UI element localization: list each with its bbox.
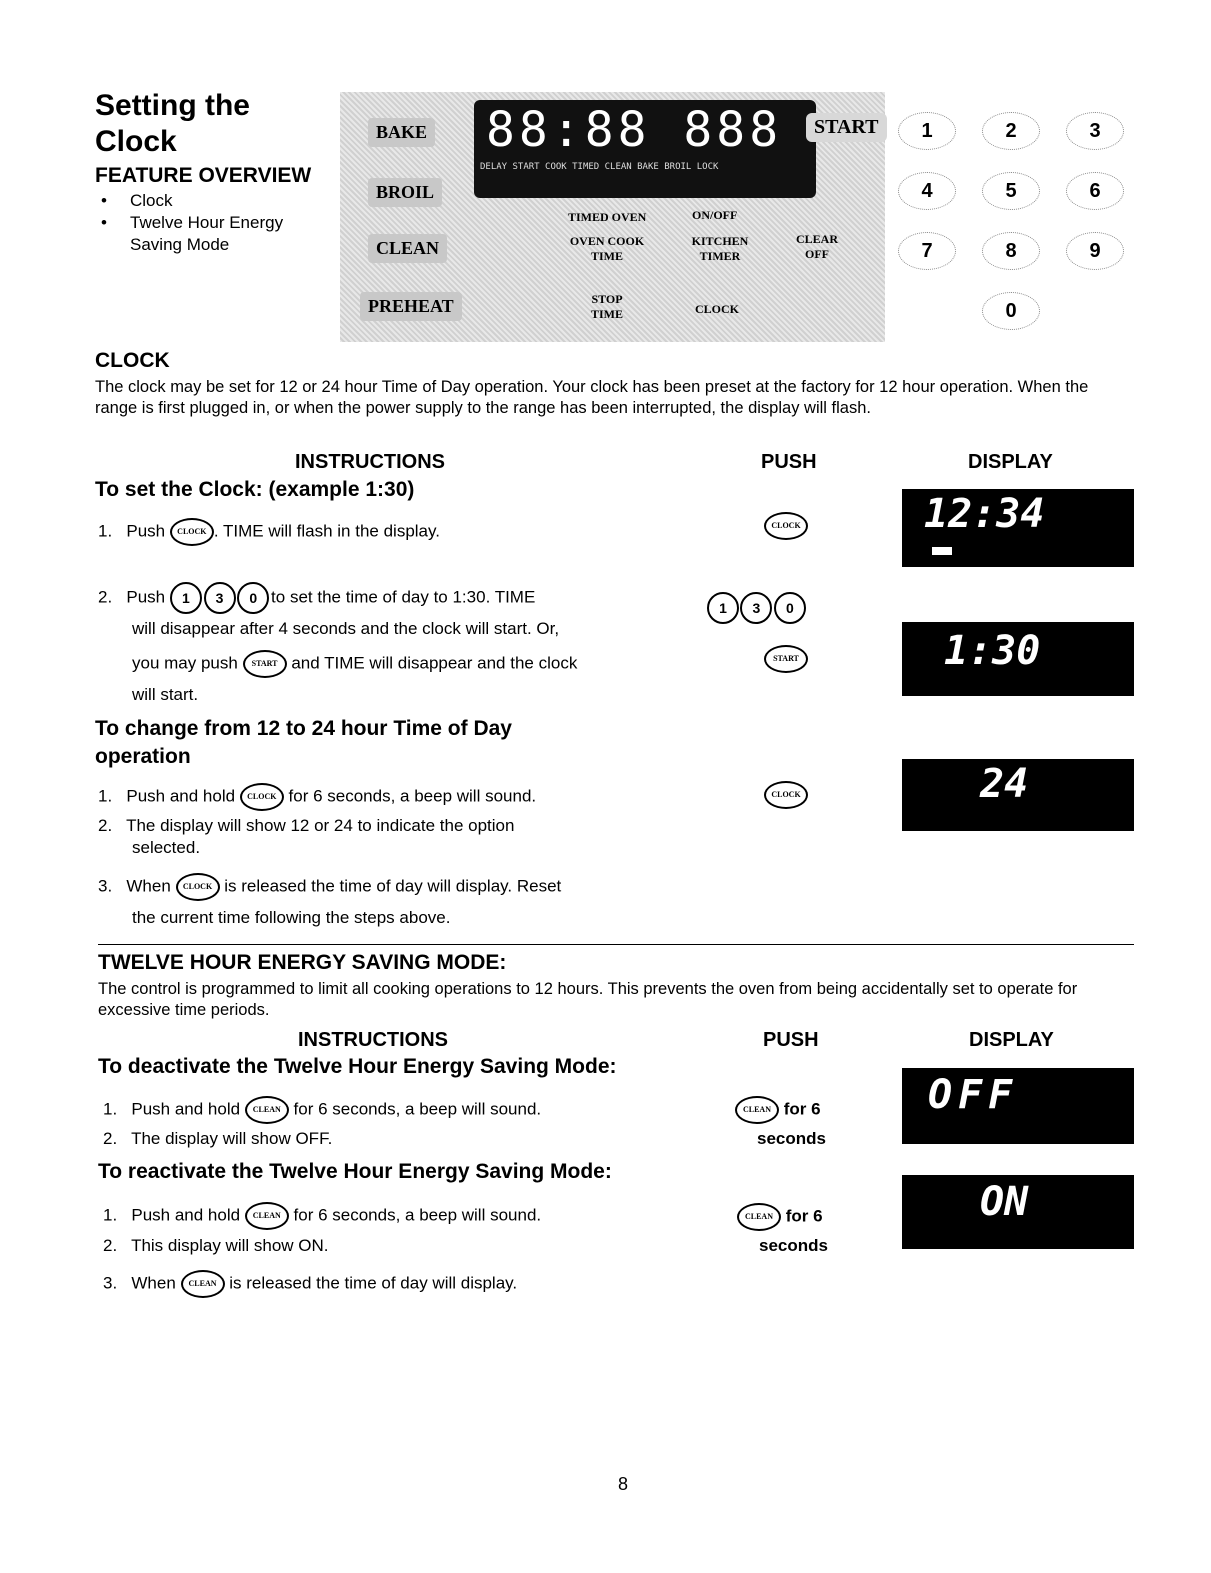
reactivate-step-2: 2. This display will show ON.: [103, 1236, 329, 1255]
lcd-labels: DELAY START COOK TIMED CLEAN BAKE BROIL LOCK: [480, 162, 719, 172]
col-display: DISPLAY: [968, 451, 1053, 473]
set-step-1: 1. Push CLOCK . TIME will flash in the display.: [98, 518, 440, 546]
start-button: START: [806, 113, 887, 142]
clean-pad-icon: CLEAN: [245, 1202, 289, 1230]
feature-item: • Clock: [101, 191, 173, 210]
divider: [98, 944, 1134, 945]
clock-heading: CLOCK: [95, 349, 170, 372]
clock-pad-icon: CLOCK: [240, 783, 284, 811]
clock-paragraph: The clock may be set for 12 or 24 hour Time of Day operation. Your clock has been preset at the factory for 12 hour operation. When the range is first plugged in, or when the power supply to the range has been interrupted, the display will flash.: [95, 378, 1089, 417]
on-off-label: ON/OFF: [692, 208, 738, 222]
key-0: 0: [982, 292, 1040, 330]
clock-pad-icon: CLOCK: [170, 518, 214, 546]
key-2: 2: [982, 112, 1040, 150]
push-clean-deactivate: CLEAN for 6 seconds: [735, 1096, 826, 1150]
change-step-3: 3. When CLOCK is released the time of day will display. Reset the current time following the steps above.: [98, 873, 561, 929]
key-8: 8: [982, 232, 1040, 270]
push-start-icon: START: [764, 645, 808, 673]
lcd-digits: 88:88 888: [486, 102, 783, 158]
display-1234: 12:34: [902, 489, 1134, 567]
start-pad-icon: START: [243, 650, 287, 678]
col-display-2: DISPLAY: [969, 1029, 1054, 1051]
feature-list: [95, 190, 283, 256]
kitchen-timer-button: KITCHEN TIMER: [691, 234, 749, 263]
push-clean-reactivate: CLEAN for 6 seconds: [737, 1203, 828, 1257]
key-6: 6: [1066, 172, 1124, 210]
clock-button: CLOCK: [695, 302, 740, 316]
twelve-hour-heading: TWELVE HOUR ENERGY SAVING MODE:: [98, 951, 507, 974]
timed-oven-label: TIMED OVEN: [568, 210, 647, 224]
clock-pad-icon: CLOCK: [176, 873, 220, 901]
stop-time-button: STOP TIME: [590, 292, 623, 321]
digit-1-icon: 1: [170, 582, 202, 614]
deactivate-heading: To deactivate the Twelve Hour Energy Saving Mode:: [98, 1055, 617, 1078]
push-clock-icon: CLOCK: [764, 512, 808, 540]
change-heading: To change from 12 to 24 hour Time of Day operation: [95, 717, 512, 768]
digit-3-icon: 3: [204, 582, 236, 614]
page-number: 8: [618, 1474, 629, 1494]
display-off: OFF: [902, 1068, 1134, 1144]
key-4: 4: [898, 172, 956, 210]
lcd-display: [474, 100, 816, 198]
key-1: 1: [898, 112, 956, 150]
digit-0-icon: 0: [237, 582, 269, 614]
reactivate-step-3: 3. When CLEAN is released the time of day will display.: [103, 1270, 517, 1298]
reactivate-step-1: 1. Push and hold CLEAN for 6 seconds, a beep will sound.: [103, 1202, 541, 1230]
col-instructions-2: INSTRUCTIONS: [298, 1029, 448, 1051]
deactivate-step-1: 1. Push and hold CLEAN for 6 seconds, a beep will sound.: [103, 1096, 541, 1124]
key-5: 5: [982, 172, 1040, 210]
clean-pad-icon: CLEAN: [245, 1096, 289, 1124]
broil-button: BROIL: [368, 178, 442, 207]
twelve-hour-paragraph: The control is programmed to limit all cooking operations to 12 hours. This prevents the oven from being accidentally set to operate for excessive time periods.: [98, 980, 1078, 1019]
display-130: 1:30: [902, 622, 1134, 696]
set-step-2: 2. Push 1 3 0 to set the time of day to 1:30. TIME will disappear after 4 seconds and the clock will start. Or, you may push START and TIME will disappear and the clock will start.: [98, 582, 678, 706]
feature-heading: FEATURE OVERVIEW: [95, 164, 312, 187]
display-24: 24: [902, 759, 1134, 831]
feature-item: • Twelve Hour Energy: [101, 213, 284, 232]
key-3: 3: [1066, 112, 1124, 150]
reactivate-heading: To reactivate the Twelve Hour Energy Saving Mode:: [98, 1160, 612, 1183]
push-clock-hold-icon: CLOCK: [764, 781, 808, 809]
oven-cook-time-button: OVEN COOK TIME: [569, 234, 645, 263]
bake-button: BAKE: [368, 118, 435, 147]
feature-item-cont: Saving Mode: [130, 235, 230, 254]
col-push: PUSH: [761, 451, 817, 473]
change-step-2: 2. The display will show 12 or 24 to indicate the option selected.: [98, 816, 515, 857]
key-9: 9: [1066, 232, 1124, 270]
col-instructions: INSTRUCTIONS: [295, 451, 445, 473]
col-push-2: PUSH: [763, 1029, 819, 1051]
clean-pad-icon: CLEAN: [181, 1270, 225, 1298]
clean-button: CLEAN: [368, 234, 447, 263]
page-title: [95, 88, 250, 160]
clear-off-button: CLEAR OFF: [795, 232, 838, 261]
key-7: 7: [898, 232, 956, 270]
change-step-1: 1. Push and hold CLOCK for 6 seconds, a beep will sound.: [98, 783, 536, 811]
title-line-2: Clock: [95, 125, 177, 158]
title-line-1: Setting the: [95, 89, 250, 122]
display-on: ON: [902, 1175, 1134, 1249]
set-clock-heading: To set the Clock: (example 1:30): [95, 478, 415, 501]
deactivate-step-2: 2. The display will show OFF.: [103, 1129, 333, 1148]
preheat-button: PREHEAT: [360, 292, 462, 321]
push-digits-icons: 1 3 0: [707, 592, 803, 624]
